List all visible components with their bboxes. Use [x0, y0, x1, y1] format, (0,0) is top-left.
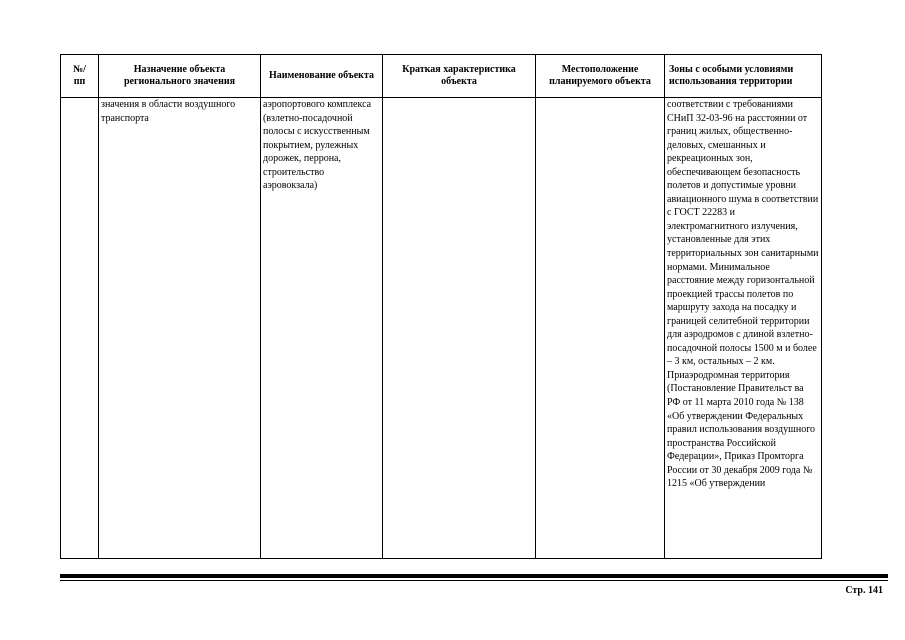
objects-table — [60, 54, 822, 559]
cell-number — [61, 98, 99, 559]
cell-characteristic — [383, 98, 536, 559]
footer-rule-thin — [60, 580, 888, 581]
header-name: Наименование объекта — [261, 55, 383, 98]
cell-purpose: значения в области воздушного транспорта — [99, 98, 261, 559]
page-number: Стр. 141 — [845, 585, 883, 596]
header-zones: Зоны с особыми условиями использования территории — [665, 55, 822, 98]
footer-rule-thick — [60, 574, 888, 578]
header-number: №/ пп — [61, 55, 99, 98]
table-header-row — [61, 55, 822, 98]
cell-location — [536, 98, 665, 559]
cell-name: аэропортового комплекса (взлетно-посадочной полосы с искусственным покрытием, рулежных дорожек, перрона, строительство аэровокзала) — [261, 98, 383, 559]
table-row — [61, 98, 822, 559]
header-characteristic: Краткая характеристика объекта — [383, 55, 536, 98]
cell-zones: соответствии с требованиями СНиП 32-03-96 на расстоянии от границ жилых, общественно-деловых, смешанных и рекреационных зон, обеспечивающем безопасность полетов и допустимые уровни авиационного шума в соответствии с ГОСТ 22283 и электромагнитного излучения, установленные для этих территориальных зон санитарными нормами. Минимальное расстояние между горизонтальной проекцией трассы полетов по маршруту захода на посадку и границей селитебной территории для аэродромов с длиной взлетно-посадочной полосы 1500 м и более – 3 км, остальных – 2 км. Приаэродромная территория (Постановление Правительст ва РФ от 11 марта 2010 года № 138 «Об утверждении Федеральных правил использования воздушного пространства Российской Федерации», Приказ Промторга России от 30 декабря 2009 года № 1215 «Об утверждении — [665, 98, 822, 559]
header-location: Местоположение планируемого объекта — [536, 55, 665, 98]
header-purpose: Назначение объекта регионального значения — [99, 55, 261, 98]
